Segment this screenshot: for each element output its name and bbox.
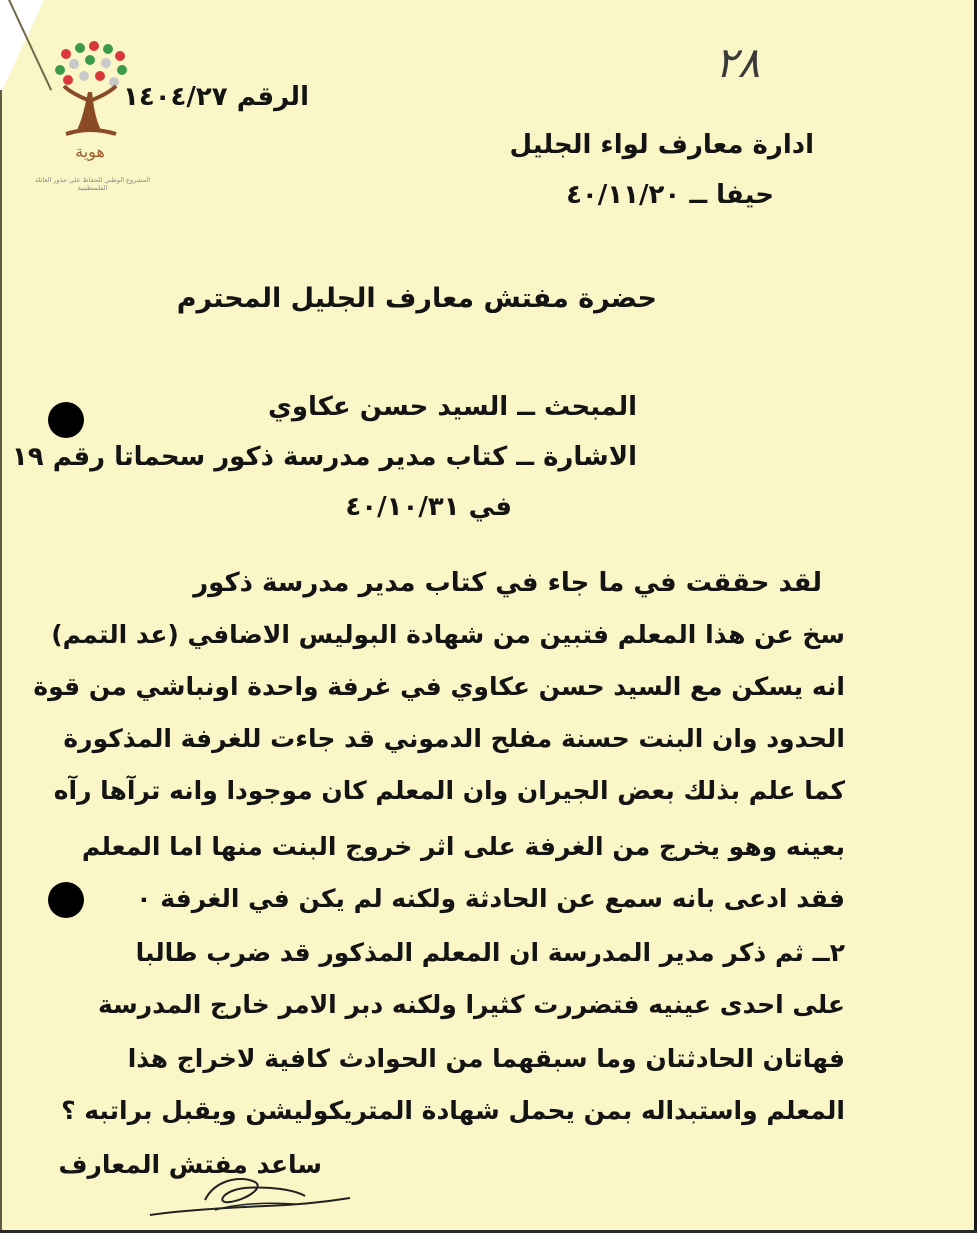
- body-line: بعينه وهو يخرج من الغرفة على اثر خروج البنت منها اما المعلم: [81, 832, 845, 861]
- logo-title: هوية: [75, 142, 105, 161]
- page-number: ٢٨: [715, 38, 761, 87]
- body-line: سخ عن هذا المعلم فتبين من شهادة البوليس الاضافي (عد التمم): [51, 620, 845, 649]
- header-place-date: حيفا ــ ٤٠/١١/٢٠: [566, 180, 774, 210]
- family-tree-logo-icon: [46, 40, 136, 190]
- punch-hole: [48, 882, 84, 918]
- reference-date: في ٤٠/١٠/٣١: [345, 492, 512, 522]
- signature: [145, 1160, 355, 1230]
- body-line: الحدود وان البنت حسنة مفلح الدموني قد جاءت للغرفة المذكورة: [63, 724, 845, 753]
- closing-title: ساعد مفتش المعارف: [58, 1150, 322, 1179]
- header-office: ادارة معارف لواء الجليل: [509, 130, 814, 160]
- logo-subtitle: المشروع الوطني للحفاظ على جذور العائلة الفلسطينية: [34, 176, 151, 192]
- body-line: المعلم واستبداله بمن يحمل شهادة المتريكوليشن ويقبل براتبه ؟: [61, 1096, 845, 1125]
- reference-line: الاشارة ــ كتاب مدير مدرسة ذكور سحماتا رقم ١٩: [11, 442, 637, 472]
- salutation: حضرة مفتش معارف الجليل المحترم: [176, 283, 657, 314]
- body-line: على احدى عينيه فتضررت كثيرا ولكنه دبر الامر خارج المدرسة: [98, 990, 845, 1019]
- body-line: انه يسكن مع السيد حسن عكاوي في غرفة واحدة اونباشي من قوة: [33, 672, 845, 701]
- body-line: فقد ادعى بانه سمع عن الحادثة ولكنه لم يكن في الغرفة ٠: [136, 884, 845, 913]
- punch-hole: [48, 402, 84, 438]
- reference-number: الرقم ١٤٠٤/٢٧: [122, 82, 309, 112]
- body-line: كما علم بذلك بعض الجيران وان المعلم كان موجودا وانه ترآها رآه: [53, 776, 845, 805]
- body-line: لقد حققت في ما جاء في كتاب مدير مدرسة ذكور: [193, 568, 822, 598]
- page-edge-left: [0, 90, 2, 1233]
- folded-corner: [0, 0, 44, 95]
- body-line: فهاتان الحادثتان وما سبقهما من الحوادث كافية لاخراج هذا: [127, 1044, 845, 1073]
- subject-line: المبحث ــ السيد حسن عكاوي: [268, 392, 637, 422]
- body-line: ٢ــ ثم ذكر مدير المدرسة ان المعلم المذكور قد ضرب طالبا: [135, 938, 845, 967]
